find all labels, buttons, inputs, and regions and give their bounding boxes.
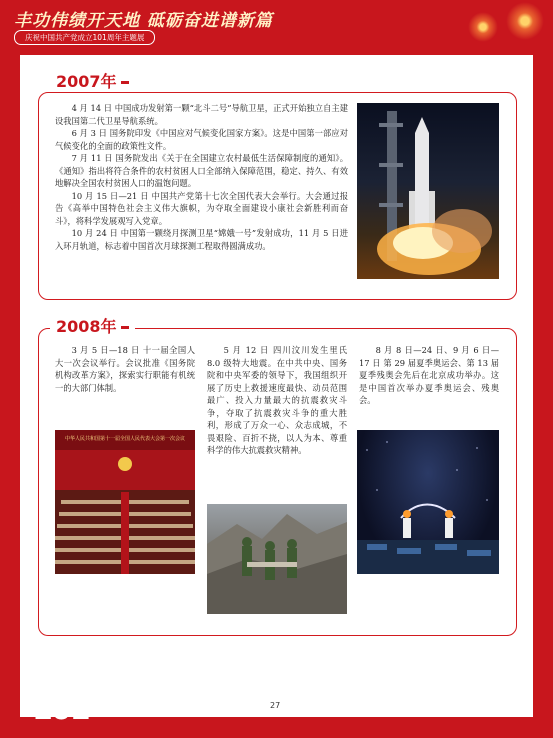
npc-hall-photo	[55, 430, 195, 574]
year-heading-2008: 2008年	[50, 318, 135, 336]
page-number: 27	[270, 701, 281, 710]
earthquake-rescue-photo	[207, 504, 347, 614]
event-paragraph: 4 月 14 日 中国成功发射第一颗“北斗二号”导航卫星，正式开始独立自主建设我国第二代卫星导航系统。	[55, 103, 348, 126]
header-subtitle: 庆祝中国共产党成立101周年主题展	[14, 30, 155, 45]
firework-decoration	[468, 12, 498, 42]
section-2007-text	[55, 102, 348, 252]
firework-decoration	[506, 2, 544, 40]
olympic-torch-photo	[357, 430, 499, 574]
event-paragraph-earthquake: 5 月 12 日 四川汶川发生里氏 8.0 级特大地震。在中共中央、国务院和中央军委的领导下，我国组织开展了历史上救援速度最快、动员范围最广、投入力量最大的抗震救灾斗争，夺取了抗震救灾斗争的重大胜利，形成了万众一心、众志成城，不畏艰险、百折不挠，以人为本、尊重科学的伟大抗震救灾精神。	[207, 345, 347, 455]
hall-banner-text: 中华人民共和国第十一届全国人民代表大会第一次会议	[64, 436, 185, 442]
event-paragraph: 10 月 15 日—21 日 中国共产党第十七次全国代表大会举行。大会通过报告《高举中国特色社会主义伟大旗帜，为夺取全面建设小康社会新胜利而奋斗》，将科学发展观写入党章。	[55, 190, 348, 226]
event-paragraph-npc: 3 月 5 日—18 日 十一届全国人大一次会议举行。会议批准《国务院机构改革方案》，探索实行职能有机统一的大部门体制。	[55, 345, 195, 393]
anniversary-logo: 101	[32, 692, 89, 727]
event-paragraph: 10 月 24 日 中国第一颗绕月探测卫星“嫦娥一号”发射成功，11 月 5 日进入环月轨道，标志着中国首次月球探测工程取得圆满成功。	[55, 228, 348, 251]
event-paragraph-olympics: 8 月 8 日—24 日、9 月 6 日—17 日 第 29 届夏季奥运会、第 13 届夏季残奥会先后在北京成功举办。这是中国首次举办夏季奥运会、残奥会。	[359, 345, 499, 405]
year-heading-2007: 2007年	[50, 73, 135, 91]
event-paragraph: 6 月 3 日 国务院印发《中国应对气候变化国家方案》。这是中国第一部应对气候变化的全面的政策性文件。	[55, 128, 348, 151]
event-paragraph: 7 月 11 日 国务院发出《关于在全国建立农村最低生活保障制度的通知》。《通知》指出将符合条件的农村贫困人口全部纳入保障范围，稳定、持久、有效地解决全国农村贫困人口的温饱问题。	[55, 153, 348, 188]
header-title: 丰功伟绩开天地 砥砺奋进谱新篇	[14, 11, 273, 31]
rocket-launch-photo	[357, 103, 499, 279]
